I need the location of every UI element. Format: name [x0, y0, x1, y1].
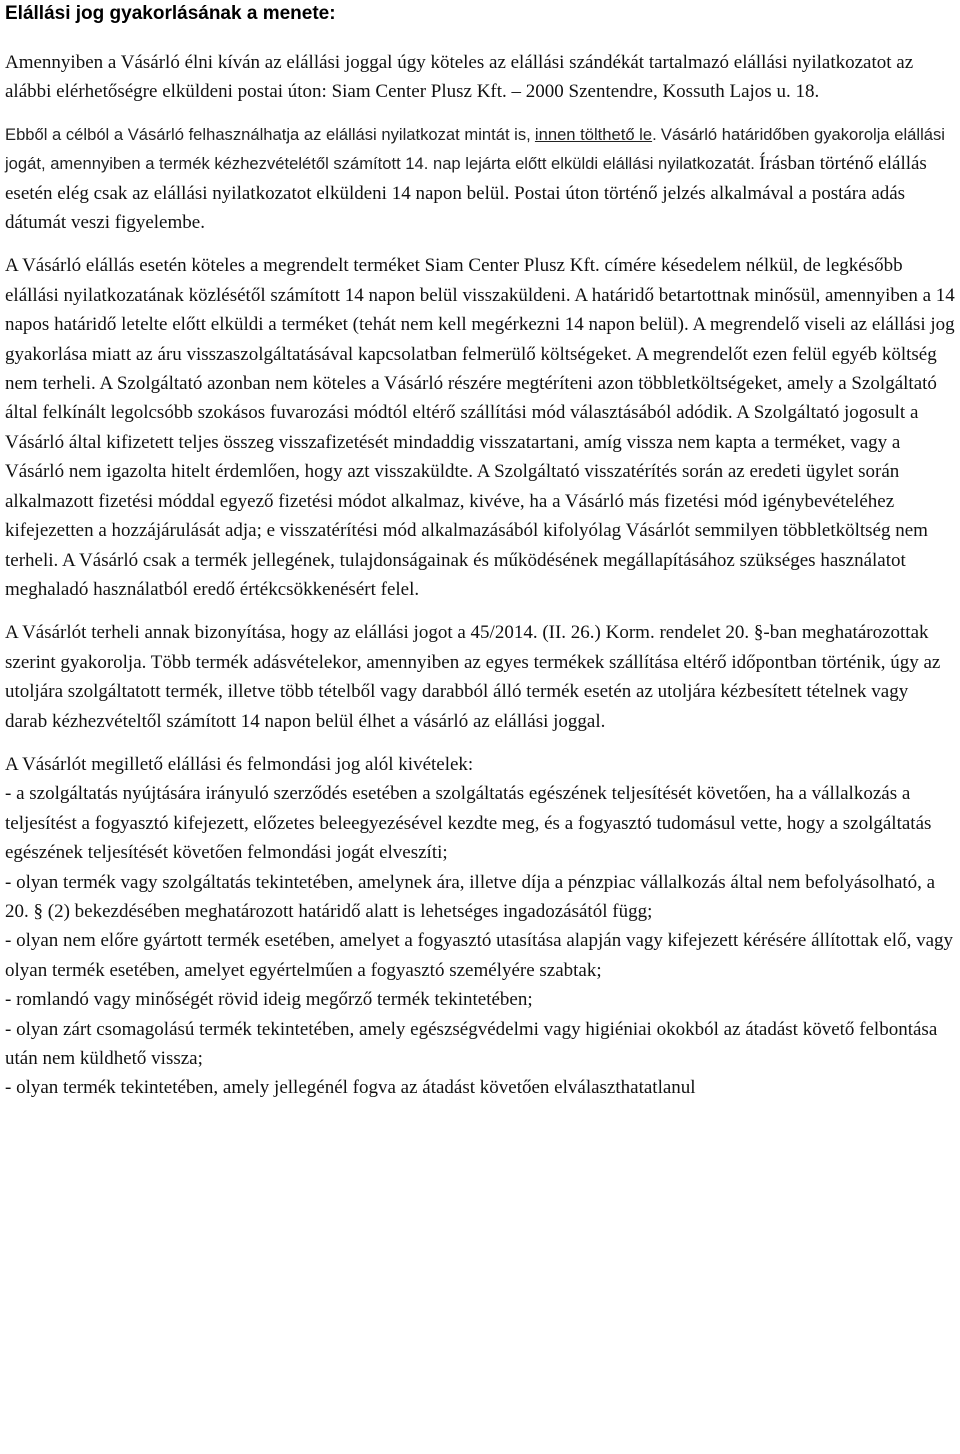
exceptions-section: [5, 750, 955, 1103]
document-page: [5, 0, 955, 1103]
intro-paragraph: Amennyiben a Vásárló élni kíván az elállási joggal úgy köteles az elállási szándékát tartalmazó elállási nyilatkozatot az alábbi elérhetőségre elküldeni postai úton: Siam Center Plusz Kft. – 2000 Szentendre, Kossuth Lajos u. 18.: [5, 52, 914, 103]
return-paragraph: A Vásárló elállás esetén köteles a megrendelt terméket Siam Center Plusz Kft. címére késedelem nélkül, de legkésőbb elállási nyilatkozatának közlésétől számított 14 napon belül visszaküldeni. A határidő betartottnak minősül, amennyiben a 14 napos határidő letelte előtt elküldi a terméket (tehát nem kell megérkezni 14 napon belül). A megrendelő viseli az elállási jog gyakorlása miatt az áru visszaszolgáltatásával kapcsolatban felmerülő költségeket. A megrendelőt ezen felül egyéb költség nem terheli. A Szolgáltató azonban nem köteles a Vásárló részére megtéríteni azon többletköltségeket, amely a Szolgáltató által felkínált legolcsóbb szokásos fuvarozási módtól eltérő szállítási mód választásából adódik. A Szolgáltató jogosult a Vásárló által kifizetett teljes összeg visszafizetését mindaddig visszatartani, amíg vissza nem kapta a terméket, vagy a Vásárló nem igazolta hitelt érdemlően, hogy azt visszaküldte. A Szolgáltató visszatérítés során az eredeti ügylet során alkalmazott fizetési móddal egyező fizetési módot alkalmaz, kivéve, ha a Vásárló más fizetési mód igénybevételéhez kifejezetten a hozzájárulását adja; e visszatérítési mód alkalmazásából kifolyólag Vásárlót semmilyen többletköltség nem terheli. A Vásárló csak a termék jellegének, tulajdonságainak és működésének megállapításához szükséges használatot meghaladó használatból eredő értékcsökkenésért felel.: [5, 255, 955, 600]
exception-item: - olyan termék vagy szolgáltatás tekintetében, amelynek ára, illetve díja a pénzpiac vállalkozás által nem befolyásolható, a 20. § (2) bekezdésében meghatározott határidő alatt is lehetséges ingadozásától függ;: [5, 871, 936, 922]
page-title: Elállási jog gyakorlásának a menete:: [5, 3, 336, 24]
exception-item: - olyan termék tekintetében, amely jellegénél fogva az átadást követően elválaszthatatlanul: [5, 1077, 696, 1099]
exception-item: - romlandó vagy minőségét rövid ideig megőrző termék tekintetében;: [5, 989, 533, 1011]
written-withdrawal-text: Írásban történő elállás esetén elég csak az elállási nyilatkozatot elküldeni 14 napon belül. Postai úton történő jelzés alkalmával a postára adás dátumát veszi figyelembe.: [5, 153, 927, 234]
burden-paragraph: A Vásárlót terheli annak bizonyítása, hogy az elállási jogot a 45/2014. (II. 26.) Korm. rendelet 20. §-ban meghatározottak szerint gyakorolja. Több termék adásvételekor, amennyiben az egyes termékek szállítása eltérő időpontban történik, úgy az utoljára szolgáltatott termék, illetve több tételből vagy darabból álló termék esetén az utoljára kézbesített tételnek vagy darab kézhezvételtől számított 14 napon belül élhet a vásárló az elállási joggal.: [5, 622, 941, 732]
download-form-link[interactable]: innen tölthető le: [534, 124, 653, 144]
form-link-period: .: [652, 124, 657, 144]
exception-item: - a szolgáltatás nyújtására irányuló szerződés esetében a szolgáltatás egészének teljesítését követően, ha a vállalkozás a teljesítést a fogyasztó kifejezett, előzetes beleegyezésével kezdte meg, és a fogyasztó tudomásul vette, hogy a szolgáltatás egészének teljesítését követően felmondási jogát elveszíti;: [5, 783, 932, 864]
form-paragraph: [5, 120, 955, 238]
form-lead-text: Ebből a célból a Vásárló felhasználhatja az elállási nyilatkozat mintát is,: [5, 124, 531, 144]
exceptions-title: A Vásárlót megillető elállási és felmondási jog alól kivételek:: [5, 753, 474, 775]
exception-item: - olyan nem előre gyártott termék esetében, amelyet a fogyasztó utasítása alapján vagy kifejezett kérésére állítottak elő, vagy olyan termék esetében, amelyet egyértelműen a fogyasztó személyére szabtak;: [5, 930, 954, 981]
deadline-text: Vásárló határidőben gyakorolja elállási jogát, amennyiben a termék kézhezvételétől számított 14. nap lejárta előtt elküldi elállási nyilatkozatát.: [5, 124, 945, 174]
exception-item: - olyan zárt csomagolású termék tekintetében, amely egészségvédelmi vagy higiéniai okokból az átadást követő felbontása után nem küldhető vissza;: [5, 1018, 938, 1069]
